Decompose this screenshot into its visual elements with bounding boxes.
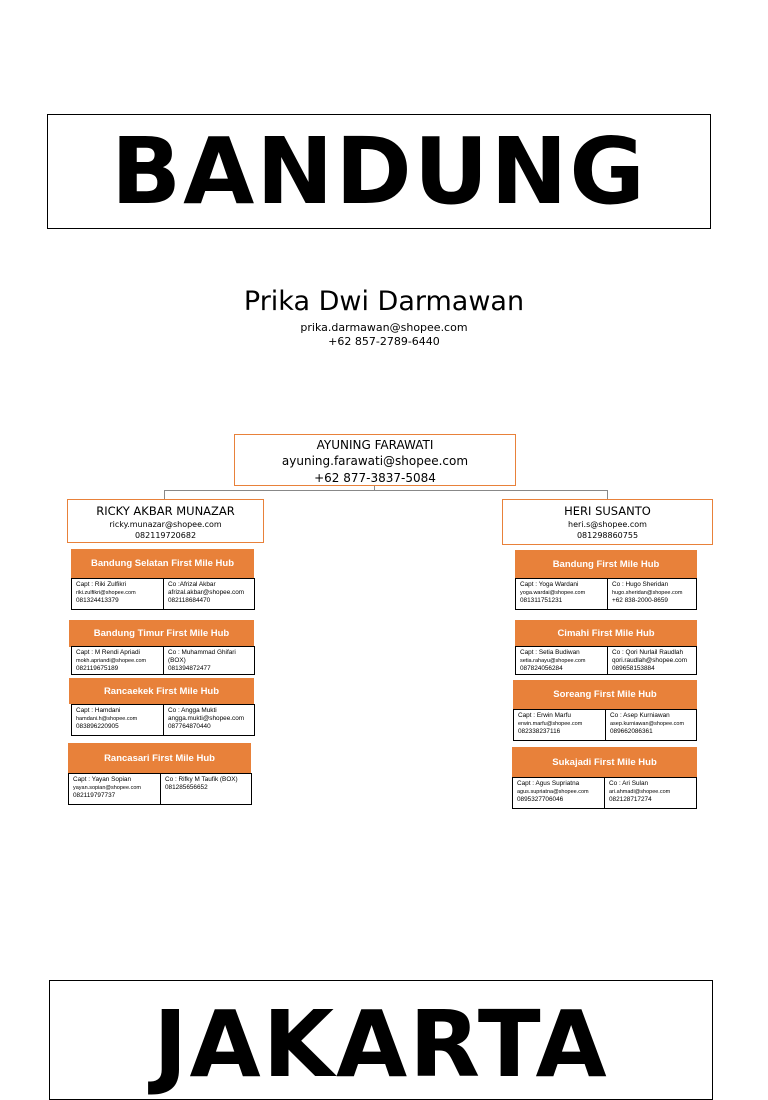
hub-header: Soreang First Mile Hub xyxy=(513,680,697,709)
manager-name: AYUNING FARAWATI xyxy=(316,438,434,452)
hub-header: Bandung Selatan First Mile Hub xyxy=(71,549,254,578)
hub-header: Sukajadi First Mile Hub xyxy=(512,747,697,777)
coordinator-email: (BOX) xyxy=(168,657,186,664)
captain-email: yayan.sopian@shopee.com xyxy=(73,785,141,791)
supervisor-right-name: HERI SUSANTO xyxy=(564,504,651,518)
lead-name: Prika Dwi Darmawan xyxy=(243,286,525,317)
captain-email: hamdani.h@shopee.com xyxy=(76,716,138,722)
coordinator-cell xyxy=(163,646,255,675)
captain-phone: 083896220905 xyxy=(76,723,119,730)
captain-email: agus.supriatna@shopee.com xyxy=(517,789,589,795)
captain-phone: 087824056284 xyxy=(520,665,563,672)
captain-phone: 0895327706046 xyxy=(517,796,564,803)
org-connector-right xyxy=(607,490,608,499)
captain-cell xyxy=(515,646,608,675)
captain-name: Capt : M Rendi Apriadi xyxy=(76,649,140,656)
lead-email: prika.darmawan@shopee.com xyxy=(300,321,468,334)
captain-cell xyxy=(513,709,606,741)
hub-header: Cimahi First Mile Hub xyxy=(515,620,697,647)
captain-name: Capt : Hamdani xyxy=(76,707,121,714)
region-title-bandung: BANDUNG xyxy=(47,114,711,229)
captain-phone: 082338237116 xyxy=(518,728,561,735)
coordinator-cell xyxy=(605,709,697,741)
coordinator-email: qori.raudlah@shopee.com xyxy=(612,657,688,664)
coordinator-name: Co : Asep Kurniawan xyxy=(610,712,670,719)
coordinator-name: Co : Angga Mukti xyxy=(168,707,217,714)
captain-cell xyxy=(71,646,164,675)
coordinator-email: afrizal.akbar@shopee.com xyxy=(168,589,245,596)
captain-email: yoga.wardai@shopee.com xyxy=(520,590,586,596)
hub-header: Bandung First Mile Hub xyxy=(515,550,697,578)
coordinator-cell xyxy=(607,578,697,610)
hub-header: Rancasari First Mile Hub xyxy=(68,743,251,773)
manager-email: ayuning.farawati@shopee.com xyxy=(281,454,469,468)
coordinator-phone: 081394872477 xyxy=(168,665,211,672)
coordinator-cell xyxy=(607,646,697,675)
manager-card xyxy=(234,434,516,486)
coordinator-phone: 087764870440 xyxy=(168,723,211,730)
supervisor-right-email: heri.s@shopee.com xyxy=(568,520,647,529)
coordinator-phone: 089662086361 xyxy=(610,728,653,735)
coordinator-cell xyxy=(163,578,255,610)
org-connector-horizontal xyxy=(164,490,608,491)
hub-header: Rancaekek First Mile Hub xyxy=(69,678,254,704)
captain-cell xyxy=(515,578,608,610)
coordinator-name: Co : Ari Sulan xyxy=(609,780,649,787)
captain-name: Capt : Yoga Wardani xyxy=(520,581,579,588)
captain-name: Capt : Setia Budiwan xyxy=(520,649,580,656)
captain-cell xyxy=(512,777,605,809)
manager-phone: +62 877-3837-5084 xyxy=(314,471,436,485)
supervisor-left-name: RICKY AKBAR MUNAZAR xyxy=(96,504,235,518)
captain-phone: 081311751231 xyxy=(520,597,563,604)
captain-name: Capt : Agus Supriatna xyxy=(517,780,580,787)
coordinator-phone: 082118684470 xyxy=(168,597,211,604)
coordinator-cell xyxy=(163,704,255,736)
captain-email: setia.rahayu@shopee.com xyxy=(520,658,586,664)
coordinator-email: angga.mukti@shopee.com xyxy=(168,715,245,722)
captain-cell xyxy=(68,773,161,805)
coordinator-phone: 089658153884 xyxy=(612,665,655,672)
captain-cell xyxy=(71,578,164,610)
coordinator-name: Co :Afrizal Akbar xyxy=(168,581,216,588)
coordinator-name: Co : Muhammad Ghifari xyxy=(168,649,236,656)
supervisor-left-email: ricky.munazar@shopee.com xyxy=(109,520,222,529)
coordinator-name: Co : Rifky M Taufik (BOX) xyxy=(165,776,238,783)
captain-phone: 082119797737 xyxy=(73,792,116,799)
coordinator-cell xyxy=(604,777,697,809)
org-connector-left xyxy=(164,490,165,499)
captain-name: Capt : Erwin Marfu xyxy=(518,712,571,719)
coordinator-name: Co : Hugo Sheridan xyxy=(612,581,669,588)
supervisor-right-card xyxy=(502,499,713,545)
coordinator-phone: +62 838-2000-8659 xyxy=(612,597,668,604)
captain-email: erwin.marfu@shopee.com xyxy=(518,721,583,727)
supervisor-right-phone: 081298860755 xyxy=(576,531,639,540)
coordinator-email: 081285656652 xyxy=(165,784,208,791)
coordinator-name: Co : Qori Nurlail Raudlah xyxy=(612,649,684,656)
captain-name: Capt : Yayan Sopian xyxy=(73,776,132,783)
coordinator-email: ari.ahmadi@shopee.com xyxy=(609,789,671,795)
coordinator-email: hugo.sheridan@shopee.com xyxy=(612,590,683,596)
supervisor-left-card xyxy=(67,499,264,543)
region-title-jakarta: JAKARTA xyxy=(49,980,713,1100)
supervisor-left-phone: 082119720682 xyxy=(134,531,197,540)
lead-phone: +62 857-2789-6440 xyxy=(328,335,440,348)
captain-phone: 081324413379 xyxy=(76,597,119,604)
captain-cell xyxy=(71,704,164,736)
coordinator-email: asep.kurniawan@shopee.com xyxy=(610,721,685,727)
hub-header: Bandung Timur First Mile Hub xyxy=(69,620,254,647)
captain-name: Capt : Riki Zulfikri xyxy=(76,581,127,588)
captain-email: mokh.apriandi@shopee.com xyxy=(76,658,147,664)
captain-email: riki.zulfikri@shopee.com xyxy=(76,590,136,596)
coordinator-cell xyxy=(160,773,252,805)
captain-phone: 082119675189 xyxy=(76,665,119,672)
coordinator-phone: 082128717274 xyxy=(609,796,652,803)
